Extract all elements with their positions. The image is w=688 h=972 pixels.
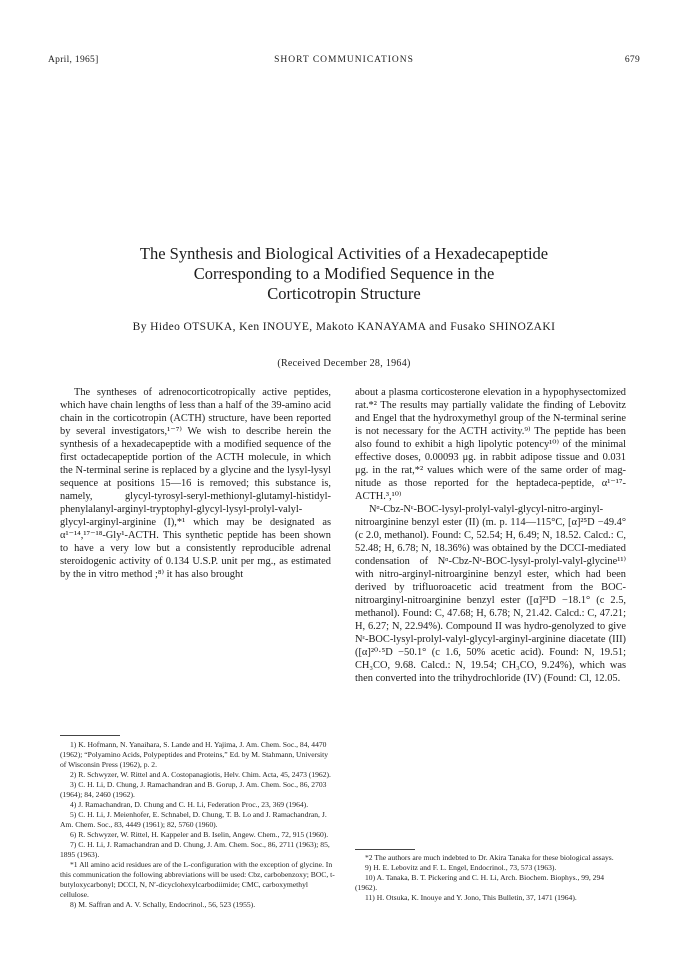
body-column-left <box>60 386 331 581</box>
footnote: 1) K. Hofmann, N. Yanaihara, S. Lande and H. Yajima, J. Am. Chem. Soc., 84, 4470 (1962); “Polyamino Acids, Polypeptides and Proteins,” Ed. by M. Stahmann, University of Wisconsin Press (1962), p. 2. <box>60 740 329 769</box>
body-paragraph: The syntheses of adrenocorticotropically active peptides, which have chain lengths of less than a half of the 39-amino acid chain in the corticotropin (ACTH) structure, have been reported by several investigators,¹⁻⁷⁾ We wish to describe herein the synthesis of a hexadecapeptide with a modified sequence of the first octadecapeptide portion of the ACTH molecule, in which the N-terminal serine is replaced by a glycine and the lysyl-lysyl sequence at positions 15—16 is removed; this substance is, namely, glycyl-tyrosyl-seryl-methionyl-glutamyl-histidyl-phenylalanyl-arginyl-tryptophyl-glycyl-lysyl-prolyl-valyl-glycyl-arginyl-arginine (I),*¹ which may be designated as α¹⁻¹⁴,¹⁷⁻¹⁸-Gly¹-ACTH. This synthetic peptide has been shown to have a very low but a consistently reproducible adrenal steroidogenic activity of 0.134 U.S.P. unit per mg., as estimated by the in vitro method ;⁸⁾ it has also brought <box>60 387 331 580</box>
footnote-rule <box>355 849 415 850</box>
footnote: 10) A. Tanaka, B. T. Pickering and C. H. Li, Arch. Biochem. Biophys., 99, 294 (1962). <box>355 873 605 892</box>
footnote: 6) R. Schwyzer, W. Rittel, H. Kappeler and B. Iselin, Angew. Chem., 72, 915 (1960). <box>70 830 329 839</box>
footnote: 7) C. H. Li, J. Ramachandran and D. Chung, J. Am. Chem. Soc., 86, 2711 (1963); 85, 1895 (1963). <box>60 840 330 859</box>
footnote: 3) C. H. Li, D. Chung, J. Ramachandran and B. Gorup, J. Am. Chem. Soc., 86, 2703 (1964); 84, 2460 (1962). <box>60 780 327 799</box>
article-title <box>60 244 628 304</box>
page-number: 679 <box>624 55 640 65</box>
title-line: Corresponding to a Modified Sequence in the <box>193 264 495 283</box>
running-header <box>48 55 640 69</box>
footnote: 4) J. Ramachandran, D. Chung and C. H. Li, Federation Proc., 23, 369 (1964). <box>70 800 309 809</box>
body-paragraph: about a plasma corticosterone elevation in a hypophysectomized rat.*² The results may partially validate the finding of Lebovitz and Engel that the hydroxymethyl group of the N-terminal serine is not necessary for the ACTH activity.⁹⁾ The peptide has been also found to exhibit a high lipolytic potency¹⁰⁾ of the minimal effective doses, 0.00093 μg. in rabbit adipose tissue and 0.031 μg. in the rat,*² values which were of the same order of mag-nitude as those reported for the heptadeca-peptide, α¹⁻¹⁷-ACTH.³,¹⁰⁾ <box>355 387 626 502</box>
issue-date: April, 1965] <box>48 55 99 65</box>
footnote: 11) H. Otsuka, K. Inouye and Y. Jono, This Bulletin, 37, 1471 (1964). <box>365 893 577 902</box>
footnote: 8) M. Saffran and A. V. Schally, Endocrinol., 56, 523 (1955). <box>70 900 256 909</box>
section-title: SHORT COMMUNICATIONS <box>274 55 414 65</box>
footnote: 5) C. H. Li, J. Meienhofer, E. Schnabel, D. Chung, T. B. Lo and J. Ramachandran, J. Am. Chem. Soc., 83, 4449 (1961); 82, 5760 (1960). <box>60 810 327 829</box>
title-line: Corticotropin Structure <box>267 284 421 303</box>
body-column-right <box>355 386 626 685</box>
footnote: 2) R. Schwyzer, W. Rittel and A. Costopanagiotis, Helv. Chim. Acta, 45, 2473 (1962). <box>70 770 331 779</box>
body-paragraph: Nᵅ-Cbz-Nᵋ-BOC-lysyl-prolyl-valyl-glycyl-nitro-arginyl-nitroarginine benzyl ester (II) (m. p. 114—115°C, [α]²⁵D −49.4° (c 2.0, methanol). Found: C, 52.54; H, 6.49; N, 18.52. Calcd.: C, 52.48; H, 6.78; N, 18.36%) was obtained by the DCCI-mediated condensation of Nᵅ-Cbz-Nᵋ-BOC-lysyl-prolyl-valyl-glycine¹¹⁾ with nitro-arginyl-nitroarginine benzyl ester, which had been derived by trifluoroacetic acid treatment from the BOC-nitroarginyl-nitroarginine benzyl ester ([α]²³D −18.1° (c 2.5, methanol). Found: C, 47.68; H, 6.78; N, 21.42. Calcd.: C, 47.21; H, 6.27; N, 22.94%). Compound II was hydro-genolyzed to give Nᵋ-BOC-lysyl-prolyl-valyl-glycyl-arginyl-arginine diacetate (III) ([α]²⁰·⁵D −50.1° (c 1.6, 50% acetic acid). Found: N, 19.51; CH₃CO, 9.68. Calcd.: N, 19.54; CH₃CO, 9.24%), which was then converted into the trihydrochloride (IV) (Found: Cl, 12.05. <box>355 504 626 684</box>
footnotes-left <box>60 740 336 910</box>
received-date: (Received December 28, 1964) <box>277 358 411 369</box>
title-line: The Synthesis and Biological Activities of a Hexadecapeptide <box>139 244 549 263</box>
footnote: *1 All amino acid residues are of the L-configuration with the exception of glycine. In this communication the following abbreviations will be used: Cbz, carbobenzoxy; BOC, t-butyloxycarbonyl; DCCI, N, N′-dicyclohexylcarbodiimide; CMC, carboxymethyl cellulose. <box>60 860 335 899</box>
author-byline: By Hideo OTSUKA, Ken INOUYE, Makoto KANAYAMA and Fusako SHINOZAKI <box>132 321 556 333</box>
footnote: 9) H. E. Lebovitz and F. L. Engel, Endocrinol., 73, 573 (1963). <box>365 863 557 872</box>
footnote-rule <box>60 735 120 736</box>
footnote: *2 The authors are much indebted to Dr. Akira Tanaka for these biological assays. <box>365 853 614 862</box>
footnotes-right <box>355 853 627 903</box>
